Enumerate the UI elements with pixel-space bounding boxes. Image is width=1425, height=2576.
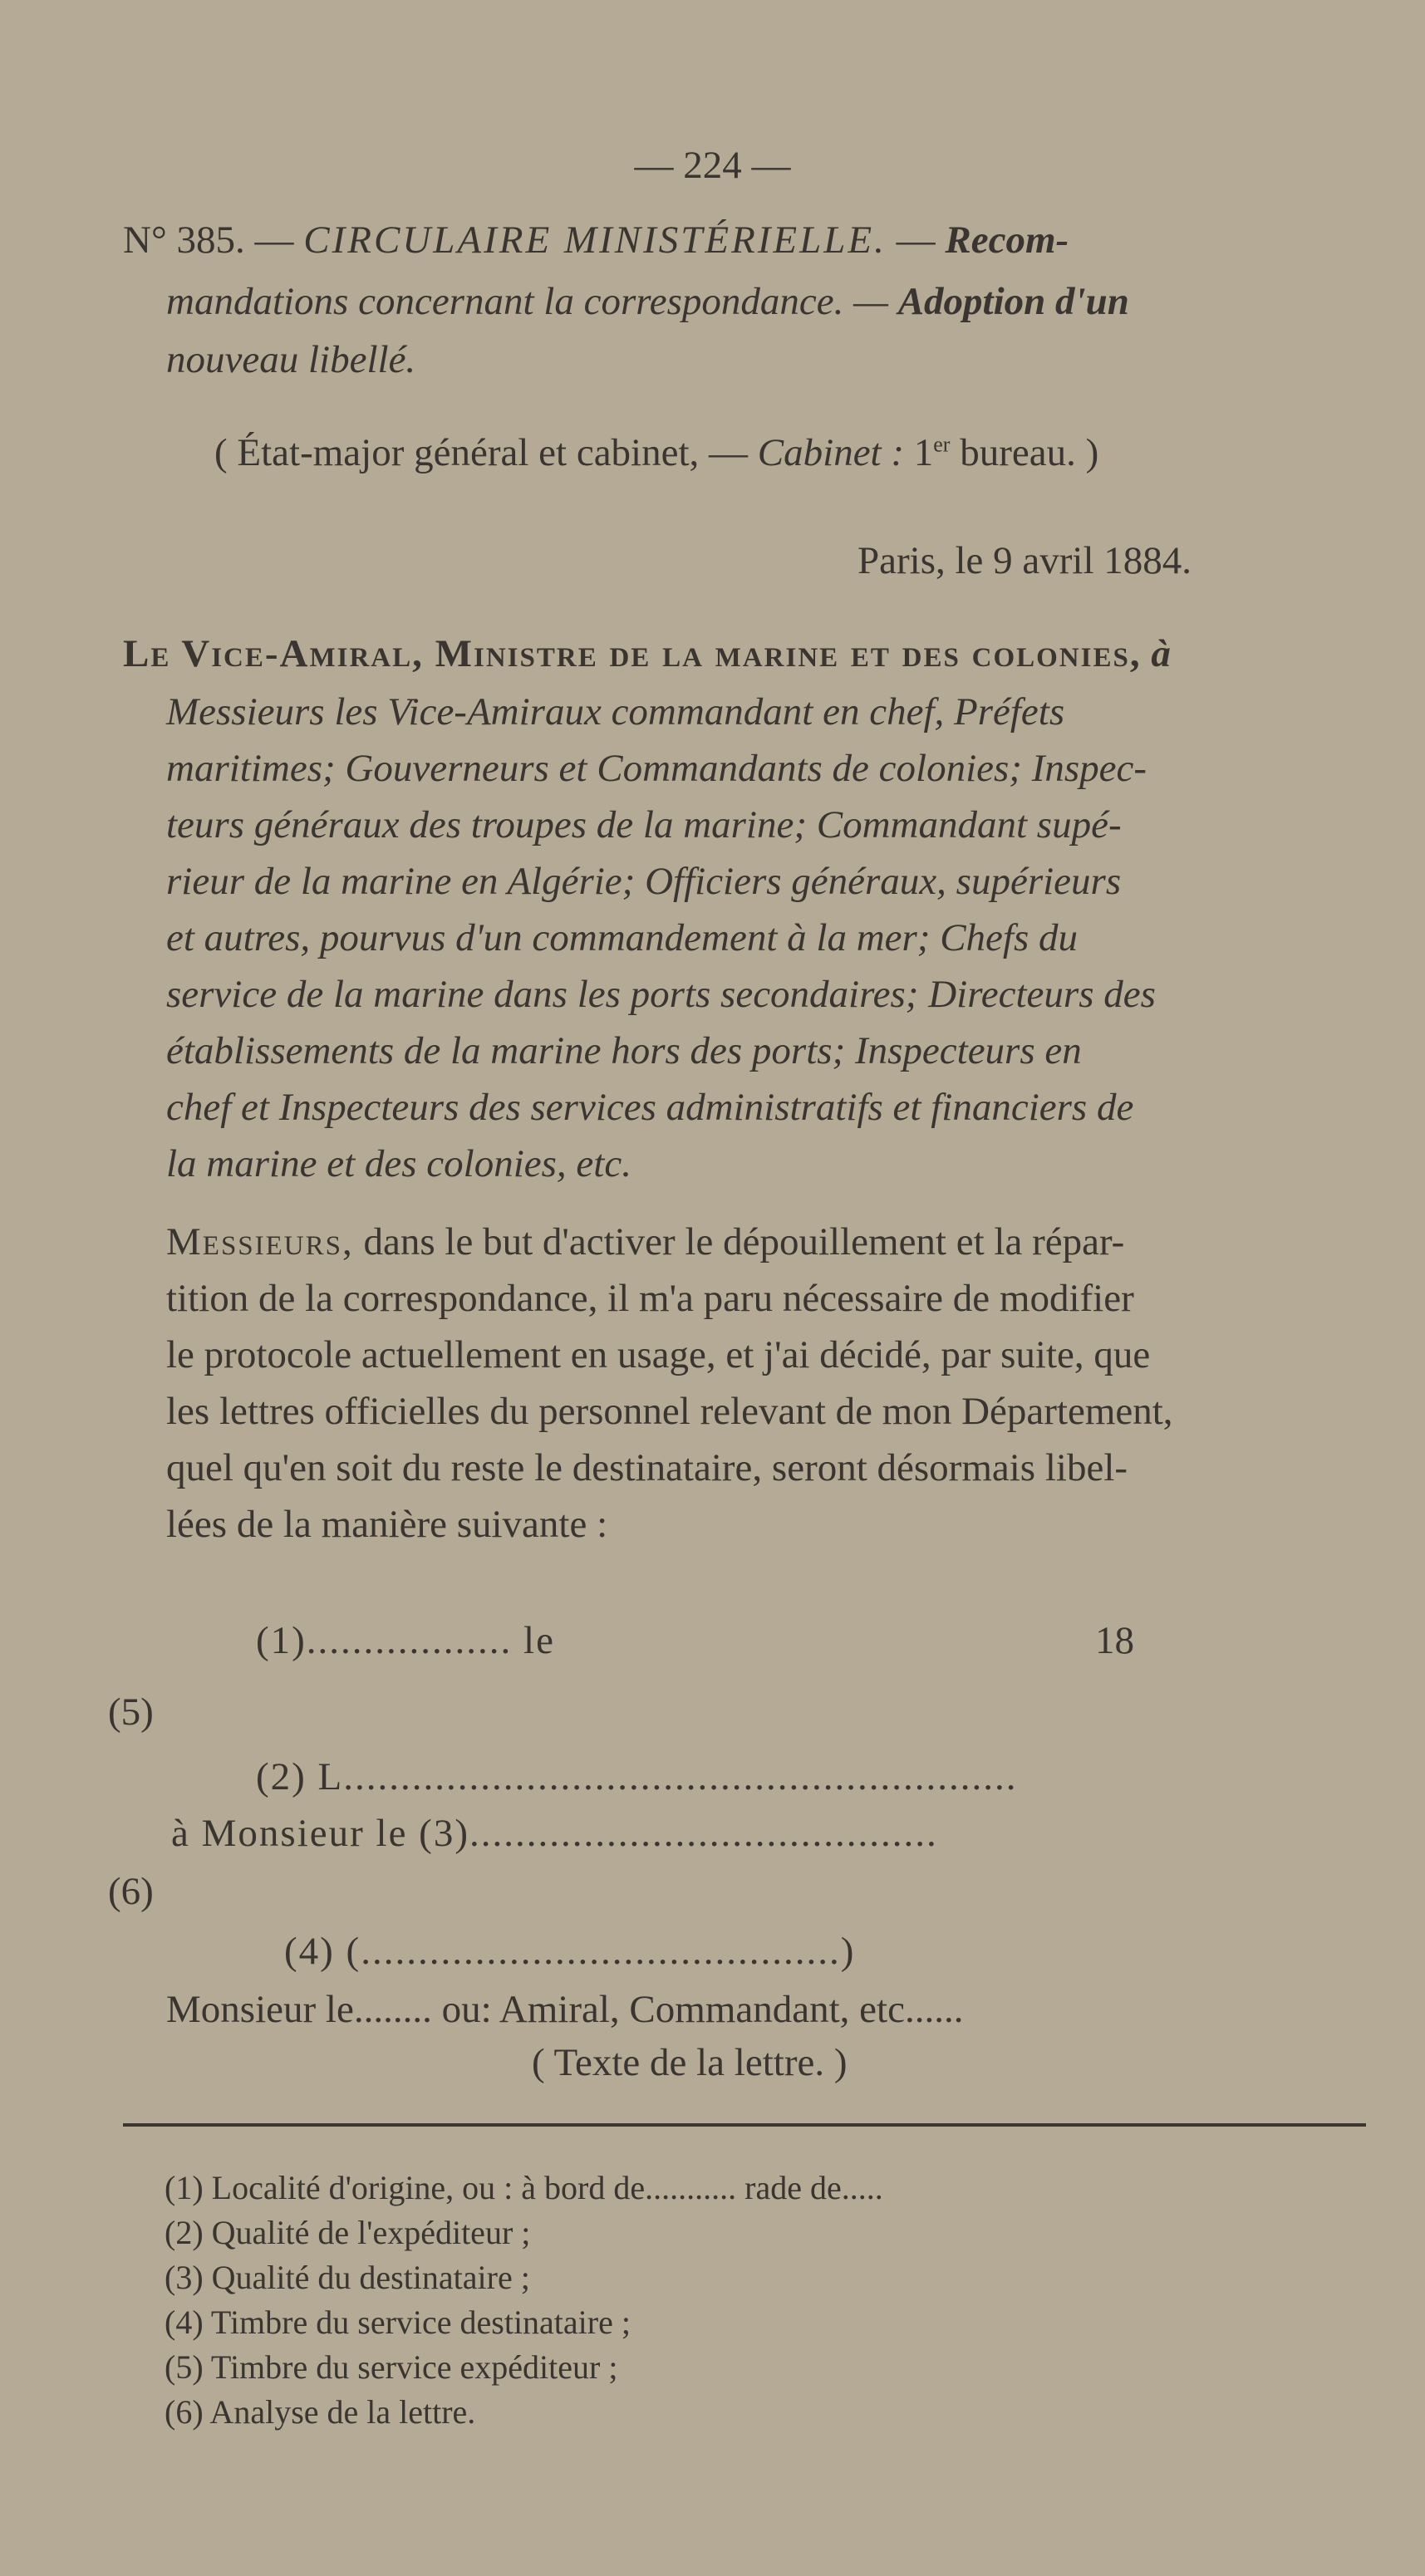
address-line-4: rieur de la marine en Algérie; Officiers généraux, supérieurs — [166, 860, 1122, 903]
form-year: 18 — [1095, 1619, 1134, 1662]
origin-number: 1 — [913, 431, 934, 474]
form-sender-line: (2) L........................................................... — [256, 1755, 1018, 1798]
form-marker-6: (6) — [108, 1870, 154, 1913]
heading-line-2 — [166, 279, 1129, 324]
circular-title: CIRCULAIRE MINISTÉRIELLE. — [303, 218, 887, 262]
form-letter-text: ( Texte de la lettre. ) — [532, 2041, 848, 2084]
address-line-7: établissements de la marine hors des ports; Inspecteurs en — [166, 1029, 1082, 1072]
address-line-2: maritimes; Gouverneurs et Commandants de colonies; Inspec- — [166, 747, 1147, 790]
address-line-6: service de la marine dans les ports secondaires; Directeurs des — [166, 973, 1156, 1016]
footnote-3: (3) Qualité du destinataire ; — [165, 2259, 530, 2296]
form-marker-5: (5) — [108, 1690, 154, 1734]
address-line-1: Messieurs les Vice-Amiraux commandant en chef, Préfets — [166, 690, 1065, 734]
body-line-5: quel qu'en soit du reste le destinataire, seront désormais libel- — [166, 1446, 1128, 1489]
heading-subject: mandations concernant la correspondance. — — [166, 280, 888, 323]
footnote-divider — [123, 2123, 1366, 2127]
body-line-6: lées de la manière suivante : — [166, 1503, 608, 1546]
origin-line — [214, 430, 1098, 475]
form-stamp-line: (4) (..........................................) — [284, 1930, 856, 1973]
footnote-1: (1) Localité d'origine, ou : à bord de........... rade de..... — [165, 2169, 883, 2206]
address-line-8: chef et Inspecteurs des services administratifs et financiers de — [166, 1086, 1134, 1129]
address-line-3: teurs généraux des troupes de la marine; Commandant supé- — [166, 803, 1122, 846]
heading-adoption: Adoption d'un — [897, 280, 1129, 323]
body-line-2: tition de la correspondance, il m'a paru nécessaire de modifier — [166, 1277, 1134, 1320]
heading-recom: Recom- — [945, 218, 1069, 262]
footnote-5: (5) Timbre du service expéditeur ; — [165, 2348, 618, 2386]
form-origin-line: (1).................. le — [256, 1619, 555, 1662]
address-sender: Le Vice-Amiral, Ministre de la marine et des colonies, — [123, 632, 1142, 675]
address-line-5: et autres, pourvus d'un commandement à la mer; Chefs du — [166, 916, 1078, 959]
body-salutation: Messieurs, — [166, 1220, 354, 1263]
footnote-6: (6) Analyse de la lettre. — [165, 2393, 476, 2431]
origin-cabinet: Cabinet : — [757, 431, 905, 474]
page-number: — 224 — — [634, 144, 791, 187]
date-line: Paris, le 9 avril 1884. — [857, 539, 1192, 582]
heading-line-1 — [123, 218, 1069, 263]
form-salutation: Monsieur le........ ou: Amiral, Commandant, etc...... — [166, 1988, 964, 2031]
address-lead — [123, 631, 1171, 676]
heading-line-3: nouveau libellé. — [166, 338, 416, 381]
body-line-3: le protocole actuellement en usage, et j'ai décidé, par suite, que — [166, 1333, 1151, 1376]
address-line-9: la marine et des colonies, etc. — [166, 1142, 631, 1185]
origin-service: ( État-major général et cabinet, — — [214, 431, 749, 474]
footnote-2: (2) Qualité de l'expéditeur ; — [165, 2214, 531, 2251]
origin-number-sup: er — [933, 432, 951, 457]
address-a: à — [1151, 632, 1171, 675]
form-recipient-line: à Monsieur le (3)......................................... — [171, 1812, 938, 1855]
circular-number: N° 385. — — [123, 218, 294, 262]
body-line-4: les lettres officielles du personnel relevant de mon Département, — [166, 1390, 1173, 1433]
heading-dash: — — [896, 218, 936, 262]
body-line-1 — [166, 1219, 1124, 1264]
origin-bureau: bureau. ) — [960, 431, 1099, 474]
footnote-4: (4) Timbre du service destinataire ; — [165, 2304, 631, 2341]
body-first-rest: dans le but d'activer le dépouillement et la répar- — [363, 1220, 1125, 1263]
